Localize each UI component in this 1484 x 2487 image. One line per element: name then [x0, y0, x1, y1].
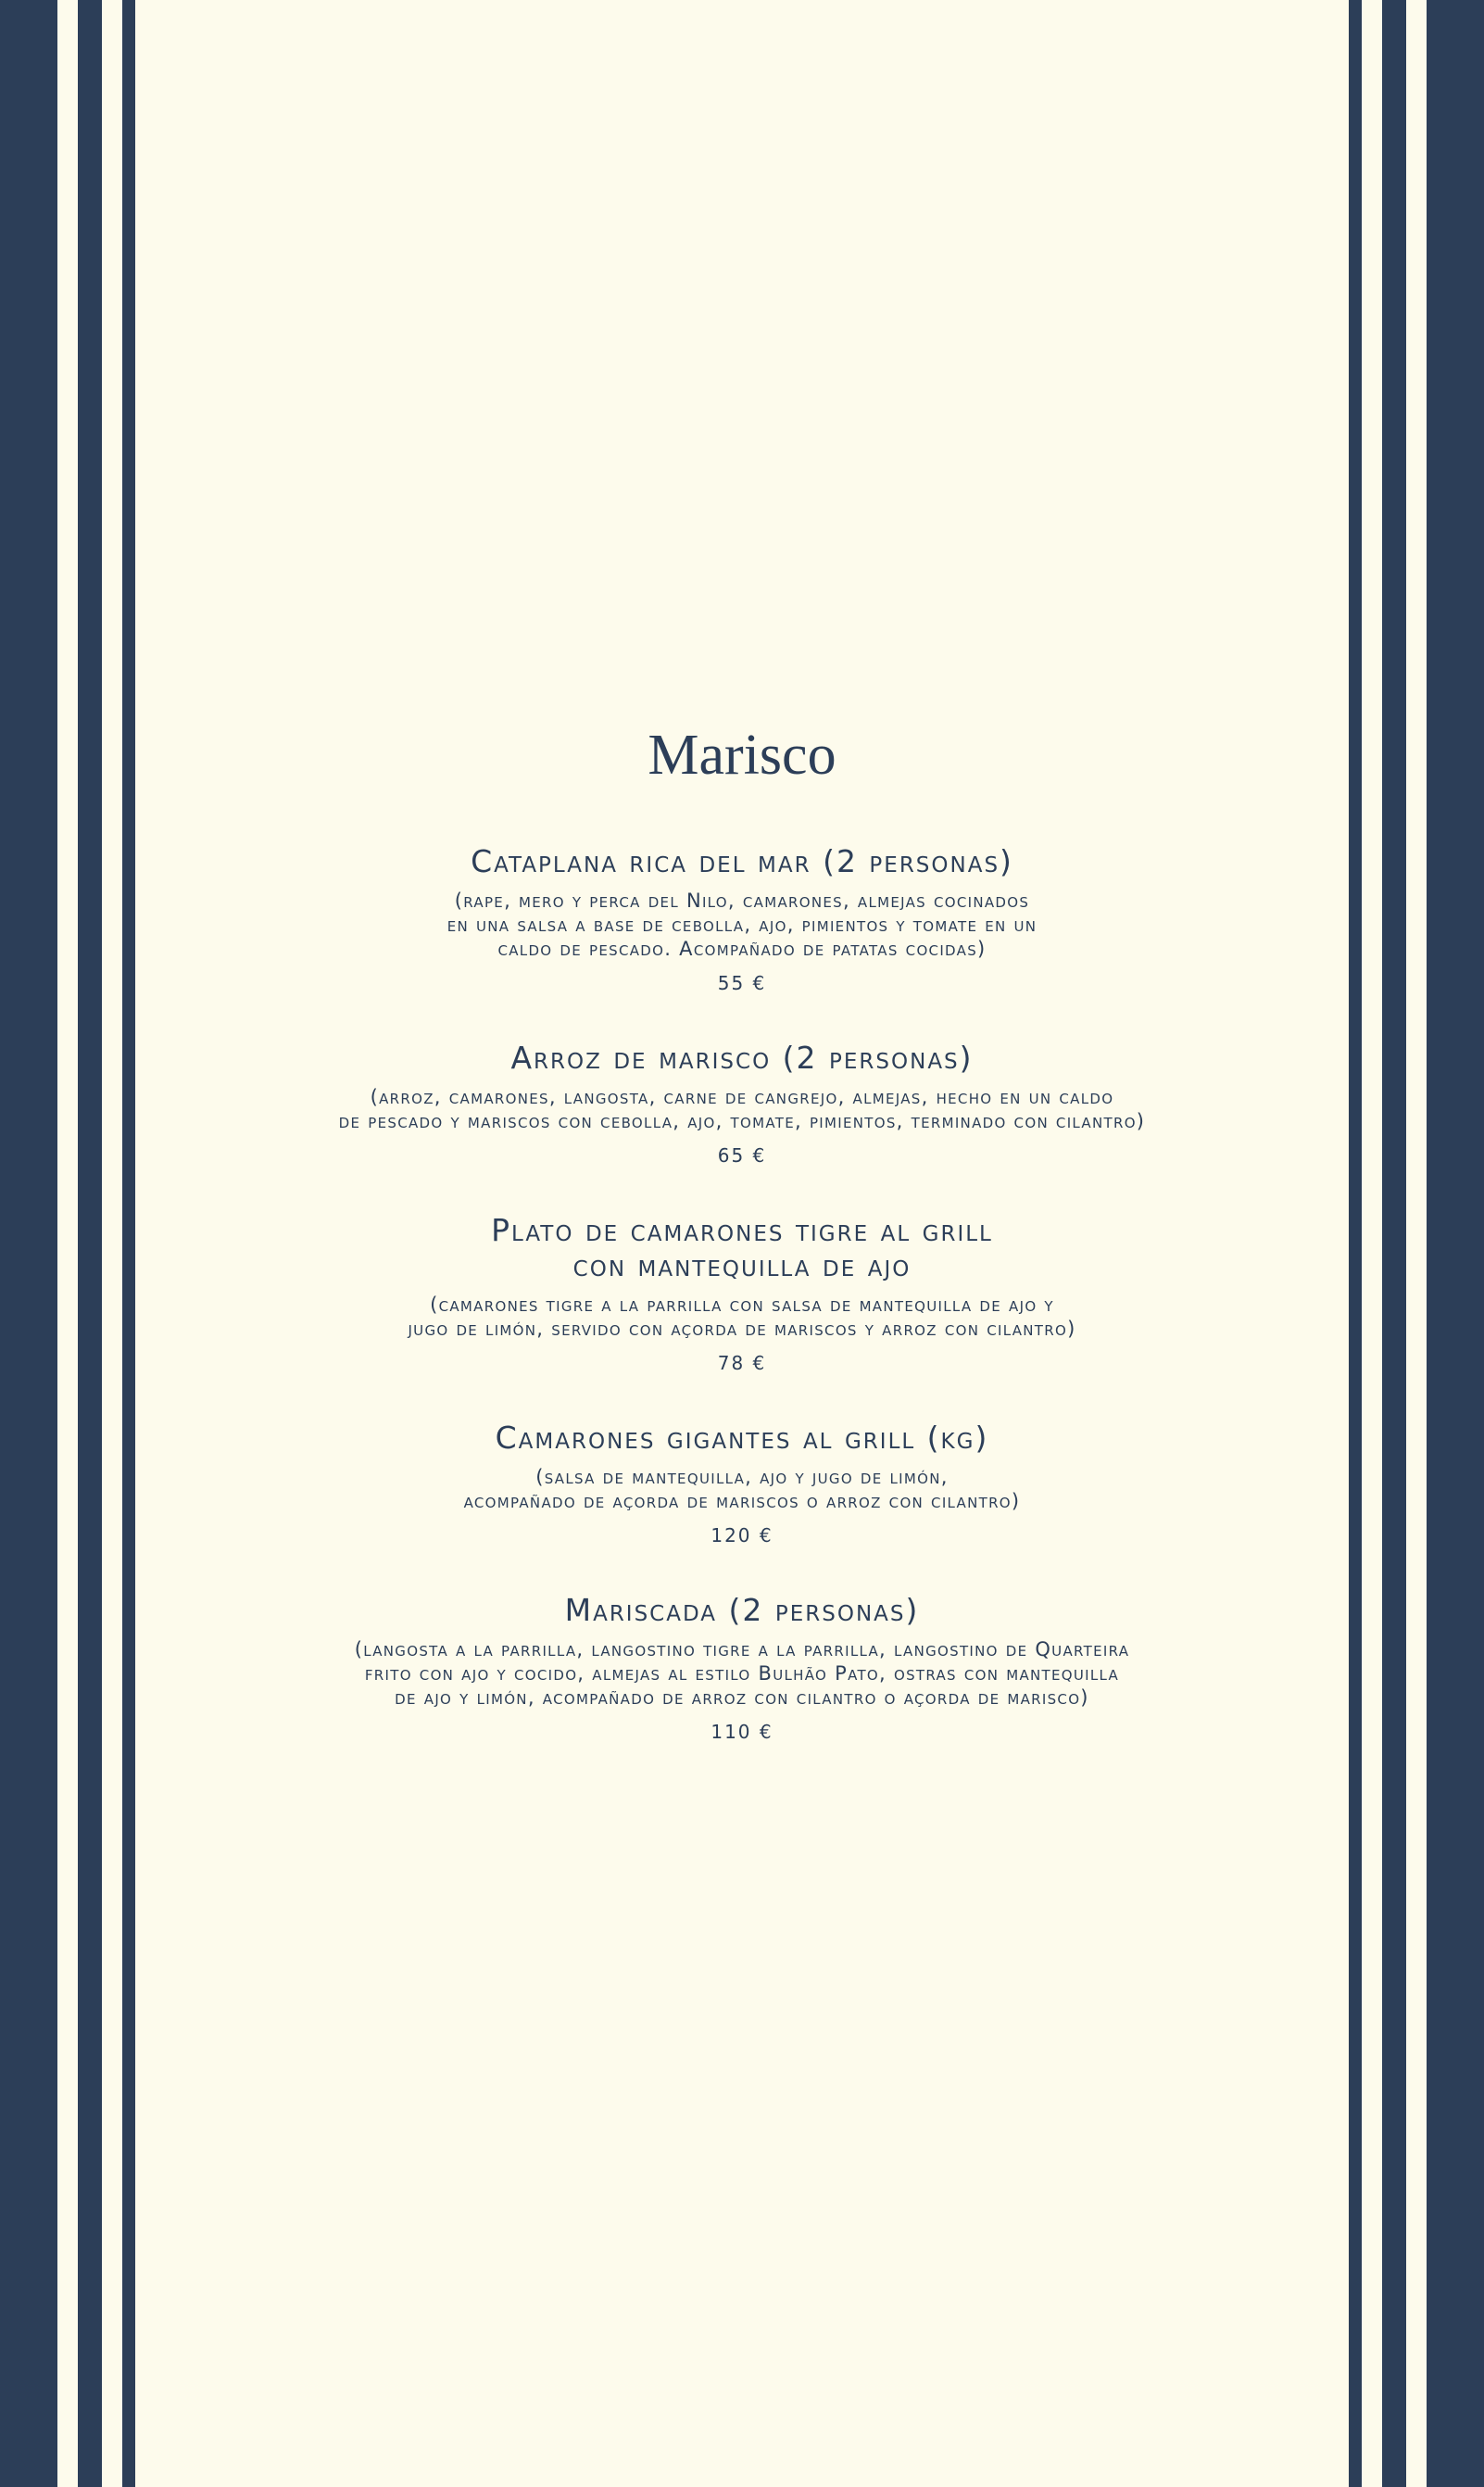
item-name: Mariscada (2 personas) — [564, 1592, 920, 1628]
item-price: 120 € — [711, 1524, 773, 1546]
section-title: Marisco — [648, 724, 836, 787]
menu-item — [0, 1420, 1484, 1546]
item-price: 78 € — [717, 1352, 767, 1374]
menu-item — [0, 1593, 1484, 1743]
item-price: 55 € — [717, 972, 767, 994]
menu-content — [0, 723, 1484, 1789]
item-description: (salsa de mantequilla, ajo y jugo de limón, acompañado de açorda de mariscos o arroz con cilantro) — [463, 1466, 1021, 1512]
item-name: Arroz de marisco (2 personas) — [510, 1040, 974, 1076]
item-price: 110 € — [711, 1721, 773, 1743]
menu-item — [0, 1213, 1484, 1374]
item-description: (arroz, camarones, langosta, carne de cangrejo, almejas, hecho en un caldo de pescado y mariscos con cebolla, ajo, tomate, pimientos, terminado con cilantro) — [338, 1086, 1146, 1132]
item-description: (rape, mero y perca del Nilo, camarones, almejas cocinados en una salsa a base de cebolla, ajo, pimientos y tomate en un caldo de pescado. Acompañado de patatas cocidas) — [446, 890, 1038, 960]
item-description: (langosta a la parrilla, langostino tigre a la parrilla, langostino de Quarteira frito con ajo y cocido, almejas al estilo Bulhão Pato, ostras con mantequilla de ajo y limón, acompañado de arroz con cilantro o açorda de marisco) — [354, 1638, 1130, 1709]
item-description: (camarones tigre a la parrilla con salsa de mantequilla de ajo y jugo de limón, servido con açorda de mariscos y arroz con cilantro) — [408, 1294, 1076, 1340]
menu-item — [0, 1041, 1484, 1167]
item-price: 65 € — [717, 1144, 767, 1167]
menu-item — [0, 844, 1484, 994]
item-name: Plato de camarones tigre al grill con mantequilla de ajo — [491, 1212, 993, 1283]
item-name: Cataplana rica del mar (2 personas) — [471, 843, 1013, 879]
item-name: Camarones gigantes al grill (kg) — [495, 1420, 989, 1456]
